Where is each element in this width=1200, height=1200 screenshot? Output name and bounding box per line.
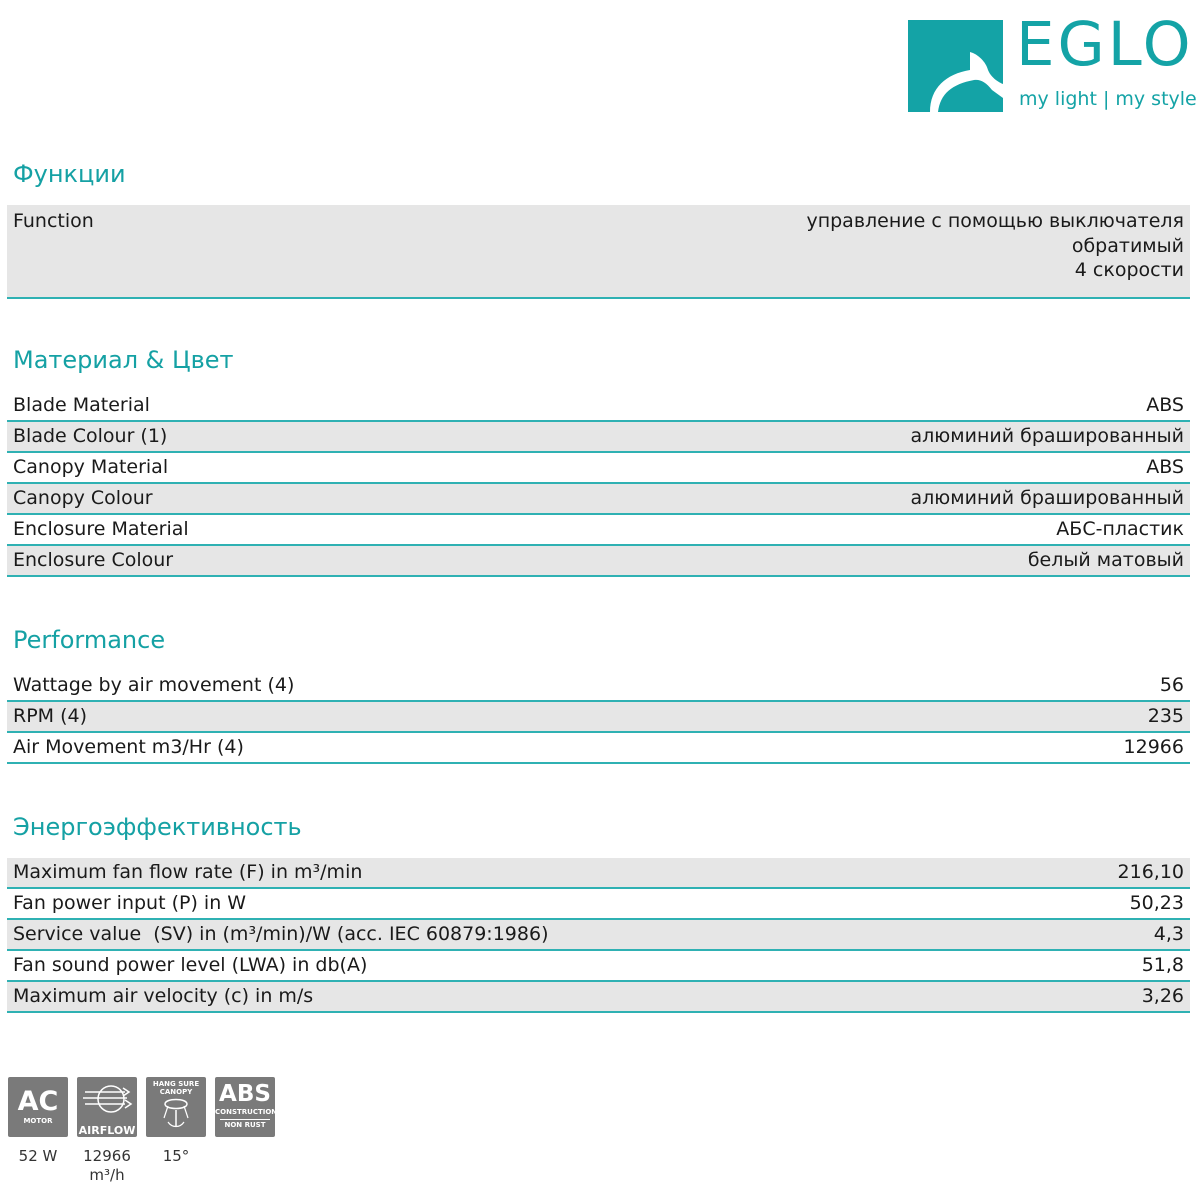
abs-construction-icon: [215, 1077, 278, 1137]
row-label: RPM (4): [13, 705, 88, 727]
energy-section: [7, 812, 1190, 1013]
canopy-graphic-icon: [146, 1096, 206, 1132]
row-label: Fan sound power level (LWA) in db(A): [13, 954, 368, 976]
row-value: 4,3: [1153, 923, 1184, 945]
row-label: Air Movement m3/Hr (4): [13, 736, 244, 758]
airflow-graphic-icon: [77, 1077, 137, 1119]
row-label: Enclosure Colour: [13, 549, 174, 571]
table-row: [7, 733, 1190, 764]
airflow-value: 12966: [83, 1147, 131, 1165]
table-row: [7, 671, 1190, 702]
table-row: [7, 920, 1190, 951]
table-row: [7, 391, 1190, 422]
table-row: [7, 546, 1190, 577]
airflow-icon: [77, 1077, 137, 1137]
table-row: [7, 484, 1190, 515]
badge-small-text: CONSTRUCTION: [215, 1108, 278, 1116]
section-title: Функции: [13, 160, 126, 188]
row-label: Maximum fan flow rate (F) in m³/min: [13, 861, 363, 883]
table-row: [7, 982, 1190, 1013]
table-row: [7, 889, 1190, 920]
badge-caption: [67, 1147, 147, 1185]
performance-section: [7, 625, 1190, 764]
row-value: 216,10: [1117, 861, 1184, 883]
table-row: [7, 702, 1190, 733]
brand-name: EGLO: [1016, 9, 1194, 80]
row-value: [806, 209, 1184, 283]
row-value: ABS: [1146, 456, 1184, 478]
feature-badges: [8, 1077, 278, 1187]
section-title: Энергоэффективность: [13, 813, 302, 841]
material-section: [7, 345, 1190, 577]
row-value: алюминий брашированный: [910, 425, 1184, 447]
eglo-logo: [908, 9, 1198, 115]
badge-small-text: AIRFLOW: [78, 1124, 136, 1137]
table-row: [7, 205, 1190, 299]
function-value-2: обратимый: [1071, 234, 1184, 257]
functions-section: [7, 159, 1190, 299]
row-value: 56: [1159, 674, 1184, 696]
row-label: Wattage by air movement (4): [13, 674, 295, 696]
hang-sure-canopy-icon: [146, 1077, 206, 1137]
badge-small-text-2: NON RUST: [224, 1120, 266, 1129]
row-label: Service value (SV) in (m³/min)/W (acc. IEC 60879:1986): [13, 923, 549, 945]
row-label: Blade Colour (1): [13, 425, 168, 447]
row-value: алюминий брашированный: [910, 487, 1184, 509]
badge-divider: [220, 1119, 270, 1120]
row-value: ABS: [1146, 394, 1184, 416]
row-value: 3,26: [1141, 985, 1184, 1007]
row-value: 235: [1147, 705, 1184, 727]
table-row: [7, 515, 1190, 546]
row-value: АБС-пластик: [1056, 518, 1184, 540]
badge-caption: 15°: [162, 1147, 190, 1165]
table-row: [7, 951, 1190, 982]
ac-motor-icon: [8, 1077, 68, 1137]
row-label: Canopy Colour: [13, 487, 153, 509]
row-value: белый матовый: [1027, 549, 1184, 571]
row-value: 50,23: [1129, 892, 1184, 914]
badge-small-text: HANG SURE CANOPY: [152, 1080, 200, 1096]
badge-caption: 52 W: [18, 1147, 58, 1165]
row-label: Function: [13, 210, 94, 232]
airflow-unit: m³/h: [89, 1166, 125, 1184]
brand-tagline: my light | my style: [1019, 88, 1197, 110]
table-row: [7, 453, 1190, 484]
function-value-1: управление с помощью выключателя: [806, 210, 1184, 232]
table-row: [7, 858, 1190, 889]
section-title: Performance: [13, 626, 166, 654]
badge-big-text: AC: [17, 1086, 59, 1117]
function-value-3: 4 скорости: [1074, 259, 1184, 281]
row-label: Blade Material: [13, 394, 150, 416]
section-title: Материал & Цвет: [13, 346, 234, 374]
row-label: Maximum air velocity (c) in m/s: [13, 985, 314, 1007]
table-row: [7, 422, 1190, 453]
eglo-logo-mark-icon: [908, 20, 1003, 112]
badge-small-text: MOTOR: [23, 1117, 53, 1125]
row-label: Canopy Material: [13, 456, 169, 478]
badge-big-text: ABS: [219, 1081, 271, 1107]
row-value: 12966: [1123, 736, 1184, 758]
row-value: 51,8: [1141, 954, 1184, 976]
row-label: Enclosure Material: [13, 518, 189, 540]
row-label: Fan power input (P) in W: [13, 892, 247, 914]
